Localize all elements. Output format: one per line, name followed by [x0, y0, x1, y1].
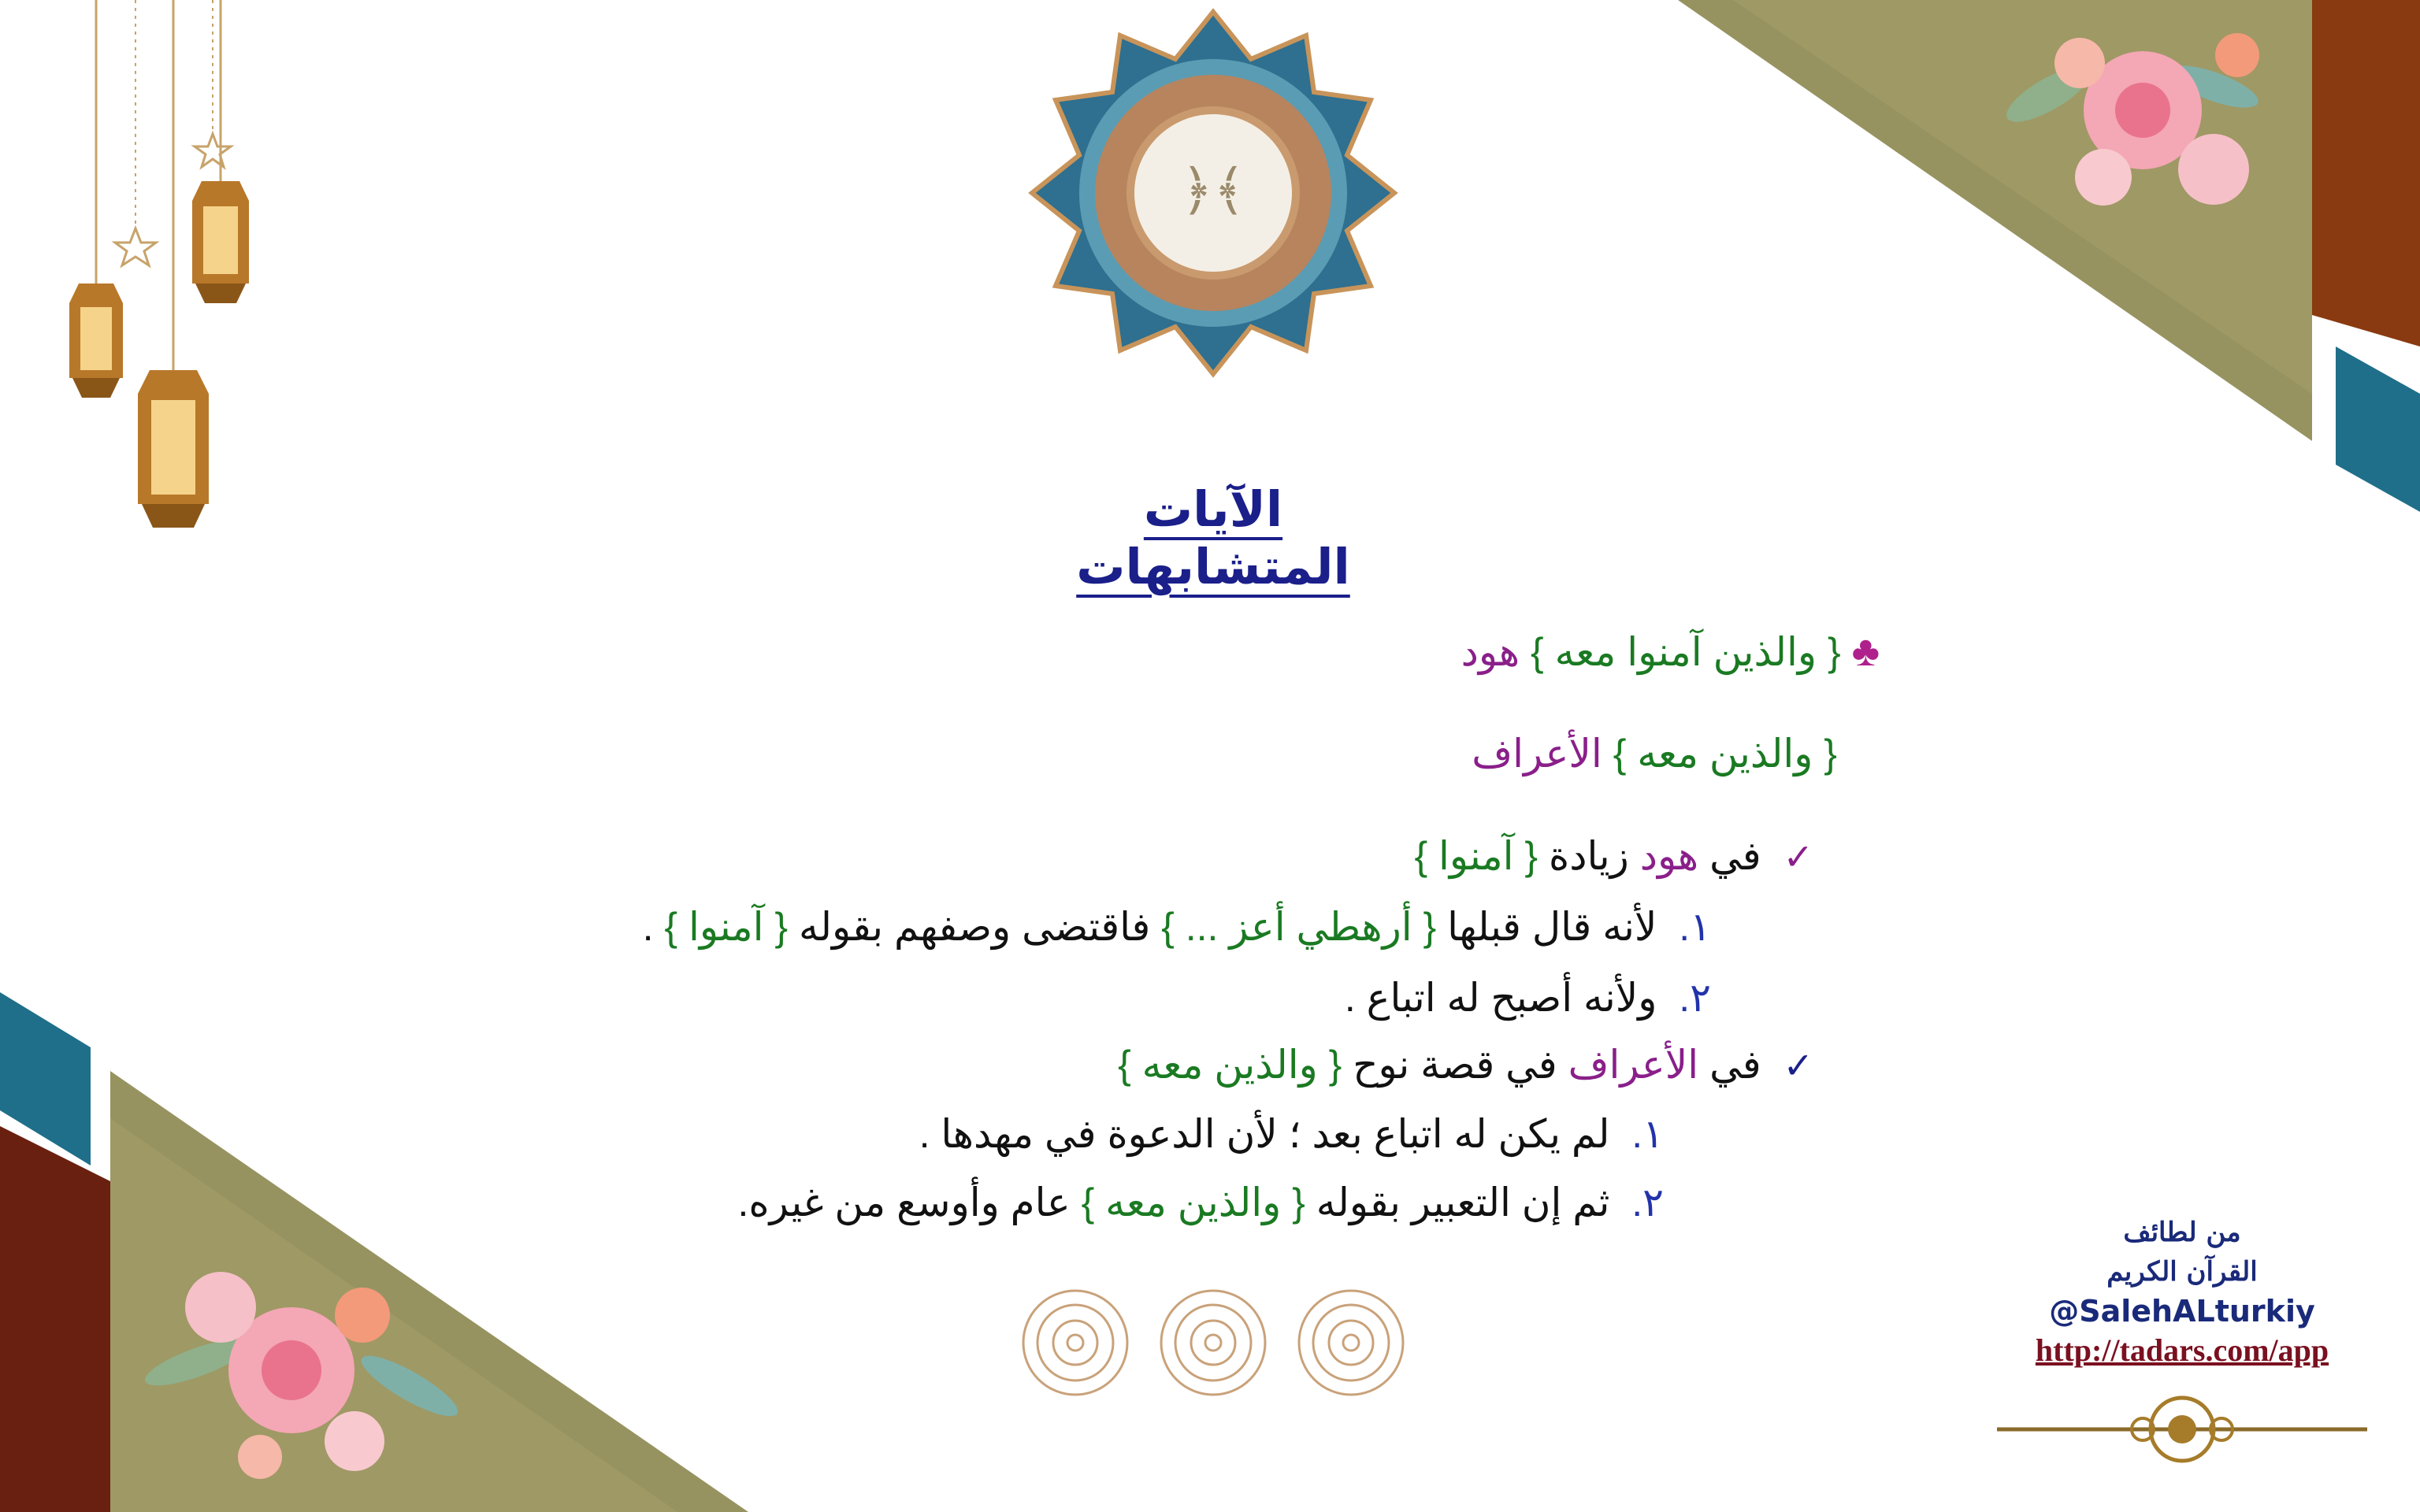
- verse-line-2: [1472, 728, 1837, 779]
- verse-1-text: { والذين آمنوا معه }: [1531, 630, 1841, 674]
- credit-block: [1993, 1213, 2371, 1370]
- point-2: [1118, 1040, 1813, 1091]
- item-text: فاقتضى وصفهم بقوله: [799, 905, 1151, 949]
- point-1-middle: زيادة: [1549, 834, 1629, 878]
- point-1: [1414, 831, 1813, 882]
- check-icon: ✓: [1783, 836, 1813, 877]
- credit-handle: @SalehALturkiy: [2049, 1294, 2315, 1329]
- point-2-middle: في قصة نوح: [1353, 1043, 1557, 1087]
- ornament-divider: [1997, 1386, 2367, 1473]
- club-bullet-icon: ♣: [1851, 628, 1880, 675]
- point-1-quote: { آمنوا }: [1414, 834, 1538, 878]
- lanterns-decoration: [47, 0, 307, 567]
- point-1-prefix: في: [1709, 834, 1761, 878]
- flowers-decoration-bottom: [126, 1228, 488, 1496]
- svg-text:﴿﴾: ﴿﴾: [1180, 158, 1246, 222]
- item-text: ولأنه أصبح له اتباع .: [1344, 976, 1657, 1020]
- point-2-item-1: [919, 1109, 1664, 1159]
- item-quote: { أرهطي أعز ... }: [1161, 905, 1437, 949]
- item-quote: { آمنوا }: [664, 905, 789, 949]
- point-2-surah: الأعراف: [1568, 1043, 1699, 1087]
- item-text: عام وأوسع من غيره.: [737, 1180, 1071, 1225]
- credit-line-1: من لطائف: [2123, 1217, 2241, 1248]
- item-number: ١.: [1631, 1112, 1664, 1156]
- verse-2-surah: الأعراف: [1472, 732, 1602, 776]
- item-text: لأنه قال قبلها: [1447, 905, 1657, 949]
- item-number: ١.: [1679, 905, 1711, 949]
- verse-line-1: [1461, 626, 1880, 677]
- item-text: لم يكن له اتباع بعد ؛ لأن الدعوة في مهدها .: [919, 1112, 1610, 1156]
- item-quote: { والذين معه }: [1081, 1180, 1305, 1225]
- point-2-quote: { والذين معه }: [1118, 1043, 1342, 1087]
- check-icon: ✓: [1783, 1045, 1813, 1086]
- mandala-ornaments: [1016, 1284, 1410, 1402]
- page-title: الآيات المتشابهات: [1076, 480, 1350, 595]
- quran-emblem-icon: [1028, 8, 1398, 378]
- item-number: ٢.: [1631, 1180, 1664, 1225]
- credit-line-2: القرآن الكريم: [2106, 1256, 2258, 1288]
- verse-2-text: { والذين معه }: [1613, 732, 1837, 776]
- point-2-item-2: [738, 1177, 1664, 1228]
- credit-link[interactable]: http://tadars.com/app: [2035, 1332, 2329, 1368]
- verse-1-surah: هود: [1461, 630, 1520, 674]
- point-1-item-1: [643, 902, 1711, 952]
- item-number: ٢.: [1679, 976, 1711, 1020]
- item-text: ثم إن التعبير بقوله: [1316, 1180, 1610, 1225]
- point-1-surah: هود: [1639, 834, 1699, 878]
- point-2-prefix: في: [1709, 1043, 1761, 1087]
- point-1-item-2: [1345, 973, 1711, 1023]
- flowers-decoration-top: [1954, 0, 2316, 268]
- item-text: .: [642, 905, 654, 949]
